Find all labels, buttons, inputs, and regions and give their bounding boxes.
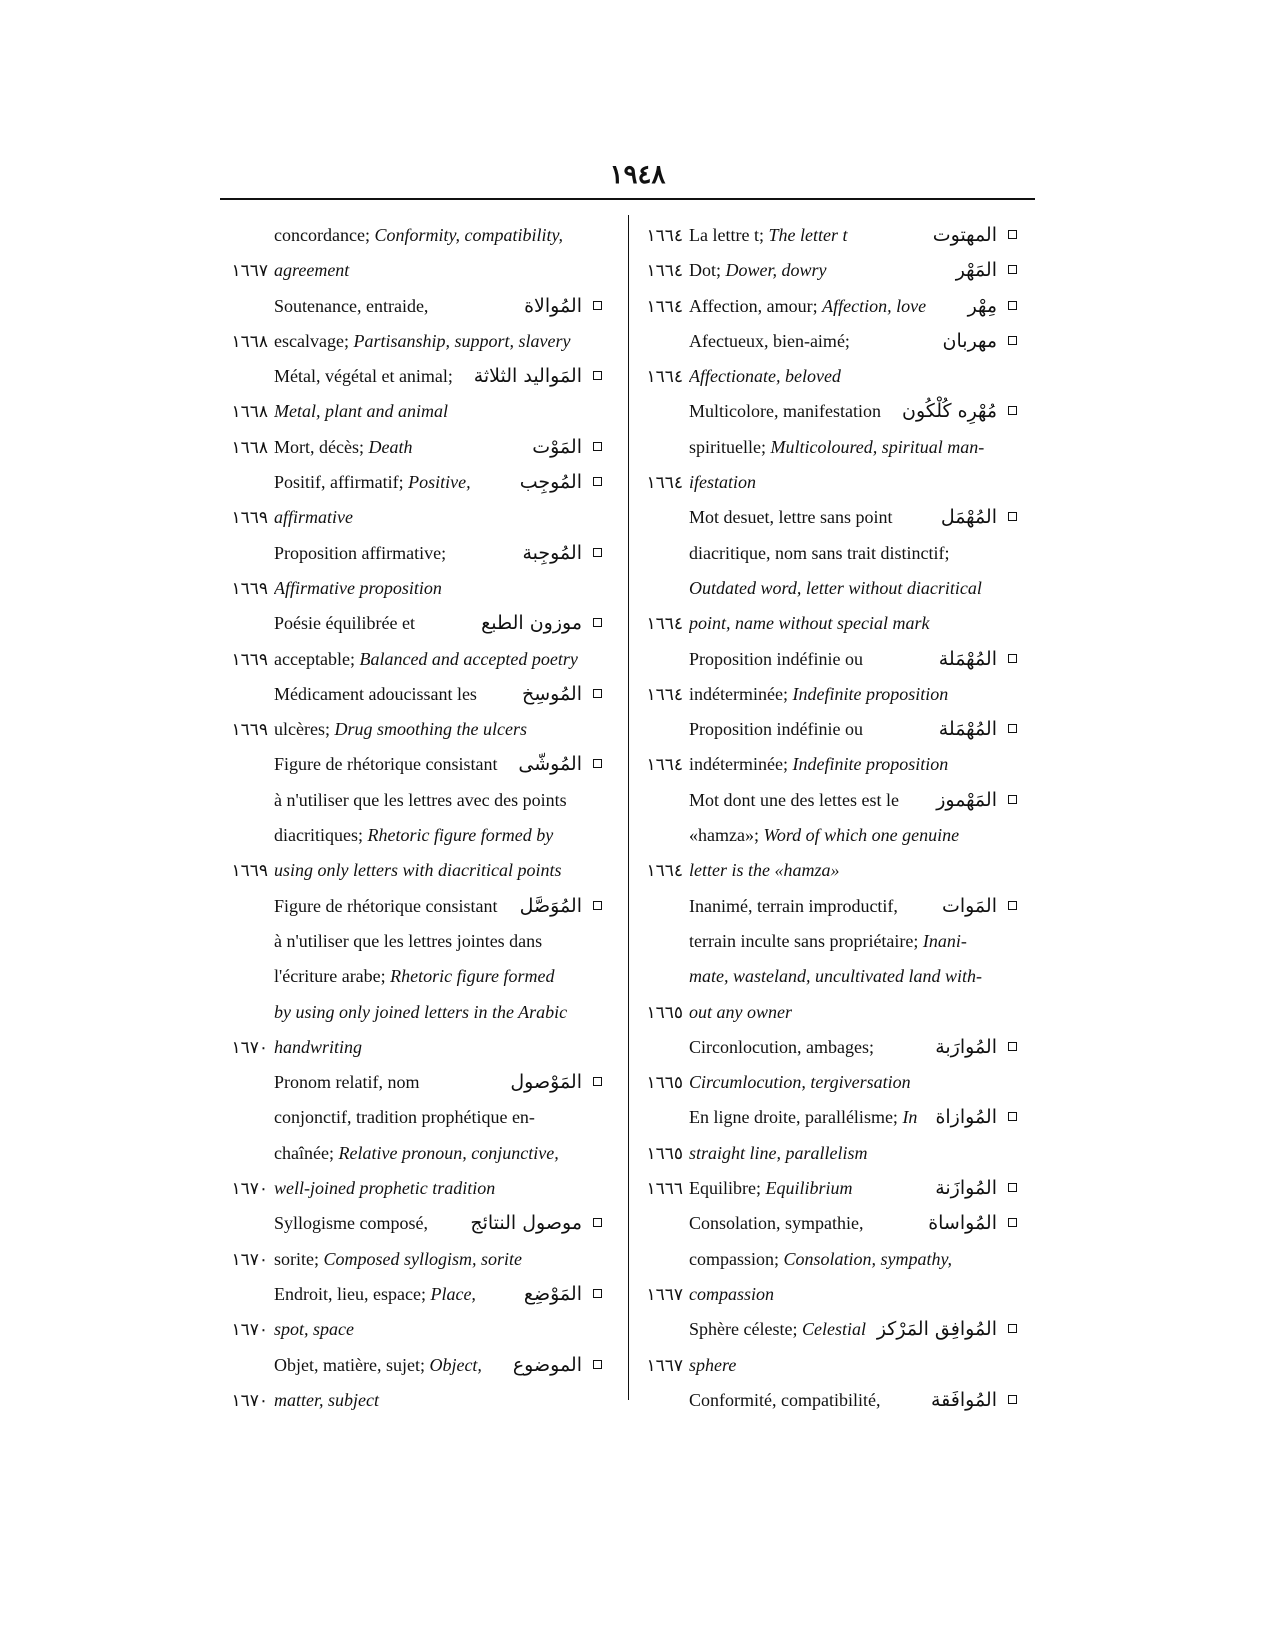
english-gloss: The letter t [768, 225, 848, 245]
french-gloss: Proposition indéfinie ou [689, 719, 863, 740]
entry-definition [274, 218, 620, 253]
entry-page-ref: ١٦٦٨ [231, 402, 268, 422]
entry-line [222, 1136, 620, 1171]
french-gloss: Positif, affirmatif; [274, 472, 409, 493]
entry-line [222, 924, 620, 959]
entry-line [637, 818, 1035, 853]
french-gloss: Dot; [689, 260, 726, 281]
arabic-headword: موزون الطبع [477, 606, 582, 641]
entry-line [637, 853, 1035, 888]
entry-definition [689, 1277, 1035, 1312]
entry-page-ref: ١٦٧٠ [231, 1390, 268, 1410]
english-gloss: Affectionate, beloved [689, 366, 841, 387]
entry-definition [689, 1242, 1035, 1277]
entry-definition [274, 642, 620, 677]
entry-square-bullet-icon [1008, 1042, 1017, 1051]
french-gloss: indéterminée; [689, 683, 793, 704]
english-gloss: handwriting [274, 1036, 363, 1057]
entry-page-ref: ١٦٦٩ [231, 578, 268, 598]
entry-definition [689, 677, 1035, 712]
english-gloss: Equilibrium [765, 1178, 853, 1199]
entry-page-ref: ١٦٧٠ [231, 1179, 268, 1199]
english-gloss: compassion [689, 1283, 774, 1304]
english-gloss: In [902, 1107, 918, 1128]
entry-definition [274, 253, 620, 288]
french-gloss: spirituelle; [689, 436, 771, 457]
arabic-headword: المُوجِبة [518, 536, 582, 571]
entry-square-bullet-icon [593, 1218, 602, 1227]
entry-line [637, 1348, 1035, 1383]
entry-definition [274, 924, 620, 959]
entry-page-ref: ١٦٦٤ [646, 755, 683, 775]
entry-line [222, 783, 620, 818]
entry-square-bullet-icon [593, 689, 602, 698]
entry-definition [274, 1171, 620, 1206]
entry-page-ref: ١٦٦٥ [646, 1002, 683, 1022]
entry-line [637, 500, 1035, 535]
french-gloss: indéterminée; [689, 754, 793, 775]
english-gloss: Consolation, sympathy, [783, 1248, 953, 1269]
french-gloss: à n'utiliser que les lettres jointes dans [274, 930, 543, 951]
english-gloss: Balanced and accepted poetry [359, 648, 578, 669]
entry-definition [689, 818, 1035, 853]
arabic-headword: المُوازاة [931, 1100, 997, 1135]
french-gloss: escalvage; [274, 330, 354, 351]
entry-line [637, 1065, 1035, 1100]
arabic-headword: المُوجِب [516, 465, 582, 500]
entry-line [637, 1383, 1035, 1418]
entry-line [637, 1206, 1035, 1241]
arabic-headword: المُوازَنة [931, 1171, 997, 1206]
entry-line [222, 959, 620, 994]
entry-line [222, 606, 620, 641]
entry-definition [274, 1136, 620, 1171]
french-gloss: Médicament adoucissant les [274, 683, 477, 704]
english-gloss: Composed syllogism, sorite [323, 1248, 523, 1269]
entry-definition [689, 853, 1035, 888]
entry-page-ref: ١٦٦٩ [231, 508, 268, 528]
entry-line [222, 1100, 620, 1135]
english-gloss: straight line, parallelism [689, 1142, 868, 1163]
entry-page-ref: ١٦٦٤ [646, 261, 683, 281]
entry-line [222, 677, 620, 712]
entry-definition [274, 500, 620, 535]
english-gloss: Death [368, 436, 413, 457]
english-gloss: Relative pronoun, conjunctive, [338, 1142, 559, 1163]
english-gloss: Object, [429, 1354, 482, 1375]
entry-line [637, 1171, 1035, 1206]
french-gloss: La lettre t; [689, 225, 769, 245]
english-gloss: well-joined prophetic tradition [274, 1178, 496, 1199]
french-gloss: Mort, décès; [274, 436, 369, 457]
entry-definition [274, 324, 620, 359]
entry-line [222, 1030, 620, 1065]
english-gloss: mate, wasteland, uncultivated land with- [689, 966, 982, 987]
entry-definition [689, 995, 1035, 1030]
entry-square-bullet-icon [593, 1077, 602, 1086]
english-gloss: Indefinite proposition [792, 754, 949, 775]
entry-square-bullet-icon [593, 901, 602, 910]
french-gloss: Equilibre; [689, 1178, 766, 1199]
french-gloss: Pronom relatif, nom [274, 1072, 420, 1093]
header-rule [220, 198, 1035, 200]
entry-definition [689, 465, 1035, 500]
entry-line [637, 1242, 1035, 1277]
entry-square-bullet-icon [593, 477, 602, 486]
entry-definition [689, 1065, 1035, 1100]
column-divider [628, 215, 629, 1400]
entry-page-ref: ١٦٧٠ [231, 1037, 268, 1057]
french-gloss: «hamza»; [689, 825, 764, 846]
entry-page-ref: ١٦٦٥ [646, 1143, 683, 1163]
entry-line [637, 677, 1035, 712]
english-gloss: Place, [430, 1283, 476, 1304]
english-gloss: matter, subject [274, 1389, 379, 1410]
entry-definition [274, 783, 620, 818]
entry-square-bullet-icon [1008, 336, 1017, 345]
french-gloss: Circonlocution, ambages; [689, 1036, 874, 1057]
entry-page-ref: ١٦٦٤ [646, 296, 683, 316]
english-gloss: by using only joined letters in the Arabic [274, 1001, 568, 1022]
french-gloss: Proposition affirmative; [274, 542, 447, 563]
entry-line [222, 1383, 620, 1418]
french-gloss: terrain inculte sans propriétaire; [689, 930, 923, 951]
entry-line [637, 1277, 1035, 1312]
entry-line [637, 1312, 1035, 1347]
entry-square-bullet-icon [593, 1289, 602, 1298]
entry-definition [274, 853, 620, 888]
entry-line [637, 571, 1035, 606]
english-gloss: Affection, love [822, 295, 927, 316]
arabic-headword: المُوافَقة [927, 1383, 997, 1418]
entry-definition [274, 712, 620, 747]
entry-line [222, 465, 620, 500]
entry-line [637, 359, 1035, 394]
entry-line [637, 747, 1035, 782]
french-gloss: Poésie équilibrée et [274, 613, 415, 634]
english-gloss: Conformity, compatibility, [374, 225, 563, 245]
entry-line [637, 218, 1035, 253]
arabic-headword: المهتوت [929, 218, 997, 253]
entry-page-ref: ١٦٦٩ [231, 720, 268, 740]
arabic-headword: المُوشّى [514, 747, 582, 782]
entry-page-ref: ١٦٦٧ [231, 261, 268, 281]
arabic-headword: المَهْموز [932, 783, 997, 818]
french-gloss: Métal, végétal et animal; [274, 366, 453, 387]
entry-page-ref: ١٦٦٥ [646, 1073, 683, 1093]
entry-page-ref: ١٦٧٠ [231, 1249, 268, 1269]
entry-page-ref: ١٦٦٨ [231, 437, 268, 457]
left-column [222, 218, 620, 1418]
right-column [637, 218, 1035, 1418]
entry-line [222, 747, 620, 782]
entry-line [222, 394, 620, 429]
entry-page-ref: ١٦٦٤ [646, 614, 683, 634]
entry-square-bullet-icon [1008, 1395, 1017, 1404]
entry-line [222, 1206, 620, 1241]
entry-line [222, 218, 620, 253]
english-gloss: Affirmative proposition [274, 577, 442, 598]
entry-definition [274, 394, 620, 429]
entry-page-ref: ١٦٦٧ [646, 1355, 683, 1375]
entry-square-bullet-icon [1008, 795, 1017, 804]
arabic-headword: المُوسِخ [518, 677, 582, 712]
entry-definition [689, 747, 1035, 782]
french-gloss: Afectueux, bien-aimé; [689, 330, 850, 351]
french-gloss: diacritique, nom sans trait distinctif; [689, 542, 950, 563]
entry-line [222, 1277, 620, 1312]
french-gloss: Consolation, sympathie, [689, 1213, 864, 1234]
entry-line [222, 818, 620, 853]
entry-line [637, 430, 1035, 465]
english-gloss: Circumlocution, tergiversation [689, 1072, 911, 1093]
entry-page-ref: ١٦٦٧ [646, 1284, 683, 1304]
entry-square-bullet-icon [1008, 1218, 1017, 1227]
entry-square-bullet-icon [1008, 406, 1017, 415]
entry-square-bullet-icon [1008, 654, 1017, 663]
entry-line [637, 1136, 1035, 1171]
arabic-headword: المُهْمَلة [935, 642, 997, 677]
entry-square-bullet-icon [593, 548, 602, 557]
french-gloss: sorite; [274, 1248, 324, 1269]
entry-line [637, 536, 1035, 571]
entry-definition [689, 359, 1035, 394]
entry-square-bullet-icon [1008, 901, 1017, 910]
english-gloss: Inani- [922, 930, 967, 951]
entry-definition [689, 571, 1035, 606]
french-gloss: Figure de rhétorique consistant [274, 895, 498, 916]
arabic-headword: مِهْر [964, 289, 997, 324]
entry-square-bullet-icon [593, 301, 602, 310]
french-gloss: concordance; [274, 225, 375, 245]
page-number: ١٩٤٨ [609, 160, 666, 189]
entry-page-ref: ١٦٦٦ [646, 1179, 683, 1199]
entry-square-bullet-icon [593, 618, 602, 627]
entry-line [222, 324, 620, 359]
entry-line [222, 889, 620, 924]
entry-line [222, 253, 620, 288]
entry-line [637, 465, 1035, 500]
english-gloss: Celestial [801, 1319, 866, 1340]
entry-square-bullet-icon [1008, 230, 1017, 239]
entry-definition [689, 1348, 1035, 1383]
french-gloss: compassion; [689, 1248, 784, 1269]
english-gloss: letter is the «hamza» [689, 860, 840, 881]
entry-definition [274, 995, 620, 1030]
entry-square-bullet-icon [593, 759, 602, 768]
french-gloss: chaînée; [274, 1142, 339, 1163]
entry-line [222, 536, 620, 571]
entry-line [222, 1348, 620, 1383]
arabic-headword: المَهْر [952, 253, 997, 288]
entry-line [637, 394, 1035, 429]
arabic-headword: مهربان [939, 324, 997, 359]
french-gloss: à n'utiliser que les lettres avec des points [274, 789, 567, 810]
french-gloss: ulcères; [274, 719, 335, 740]
entry-line [637, 712, 1035, 747]
french-gloss: l'écriture arabe; [274, 966, 391, 987]
french-gloss: Endroit, lieu, espace; [274, 1283, 431, 1304]
french-gloss: Soutenance, entraide, [274, 295, 429, 316]
entry-line [637, 289, 1035, 324]
entry-line [637, 253, 1035, 288]
entry-square-bullet-icon [1008, 512, 1017, 521]
entry-definition [274, 1312, 620, 1347]
french-gloss: Mot desuet, lettre sans point [689, 507, 893, 528]
english-gloss: agreement [274, 260, 350, 281]
english-gloss: Indefinite proposition [792, 683, 949, 704]
arabic-headword: المَوْصول [506, 1065, 582, 1100]
entry-definition [274, 1100, 620, 1135]
entry-line [222, 571, 620, 606]
entry-definition [689, 1136, 1035, 1171]
english-gloss: point, name without special mark [689, 613, 930, 634]
entry-square-bullet-icon [1008, 301, 1017, 310]
entry-square-bullet-icon [593, 371, 602, 380]
french-gloss: Mot dont une des lettes est le [689, 789, 899, 810]
arabic-headword: المَوات [938, 889, 997, 924]
entry-page-ref: ١٦٦٩ [231, 649, 268, 669]
english-gloss: Partisanship, support, slavery [353, 330, 571, 351]
entry-line [637, 1100, 1035, 1135]
entry-line [637, 924, 1035, 959]
entry-definition [689, 536, 1035, 571]
entry-line [637, 889, 1035, 924]
arabic-headword: المُواساة [924, 1206, 997, 1241]
arabic-headword: مُهْرِه كُلْكُون [898, 394, 997, 429]
entry-square-bullet-icon [1008, 1112, 1017, 1121]
entry-line [637, 783, 1035, 818]
arabic-headword: المُوَصَّل [516, 889, 582, 924]
entry-definition [274, 1030, 620, 1065]
entry-square-bullet-icon [593, 1360, 602, 1369]
arabic-headword: المَوْت [528, 430, 582, 465]
entry-page-ref: ١٦٦٨ [231, 331, 268, 351]
entry-line [222, 642, 620, 677]
english-gloss: sphere [689, 1354, 737, 1375]
entry-line [637, 324, 1035, 359]
entry-line [222, 995, 620, 1030]
entry-square-bullet-icon [1008, 265, 1017, 274]
english-gloss: Dower, dowry [725, 260, 827, 281]
entry-line [222, 1242, 620, 1277]
entry-page-ref: ١٦٧٠ [231, 1320, 268, 1340]
entry-line [222, 1312, 620, 1347]
entry-line [637, 1030, 1035, 1065]
entry-definition [689, 959, 1035, 994]
french-gloss: Conformité, compatibilité, [689, 1389, 881, 1410]
entry-definition [689, 924, 1035, 959]
entry-square-bullet-icon [1008, 724, 1017, 733]
entry-page-ref: ١٦٦٩ [231, 861, 268, 881]
arabic-headword: المُوارَبة [931, 1030, 997, 1065]
arabic-headword: المُوافِق المَرْكز [873, 1312, 997, 1347]
french-gloss: Proposition indéfinie ou [689, 648, 863, 669]
english-gloss: affirmative [274, 507, 353, 528]
entry-definition [274, 1242, 620, 1277]
entry-line [222, 500, 620, 535]
arabic-headword: المَوْضِع [520, 1277, 582, 1312]
english-gloss: Word of which one genuine [763, 825, 960, 846]
english-gloss: Outdated word, letter without diacritical [689, 577, 982, 598]
english-gloss: Rhetoric figure formed [390, 966, 555, 987]
entry-line [222, 712, 620, 747]
english-gloss: spot, space [274, 1319, 354, 1340]
entry-page-ref: ١٦٦٤ [646, 226, 683, 245]
french-gloss: Multicolore, manifestation [689, 401, 881, 422]
french-gloss: Inanimé, terrain improductif, [689, 895, 898, 916]
french-gloss: Figure de rhétorique consistant [274, 754, 498, 775]
arabic-headword: المَواليد الثلاثة [470, 359, 582, 394]
english-gloss: Positive, [408, 472, 471, 493]
french-gloss: diacritiques; [274, 825, 368, 846]
entry-line [222, 430, 620, 465]
english-gloss: out any owner [689, 1001, 792, 1022]
french-gloss: Affection, amour; [689, 295, 823, 316]
entry-line [637, 995, 1035, 1030]
entry-line [222, 1065, 620, 1100]
entry-line [637, 606, 1035, 641]
french-gloss: acceptable; [274, 648, 360, 669]
arabic-headword: المُهْمَلة [935, 712, 997, 747]
french-gloss: Objet, matière, sujet; [274, 1354, 430, 1375]
english-gloss: ifestation [689, 472, 756, 493]
entry-definition [274, 818, 620, 853]
entry-definition [274, 1383, 620, 1418]
english-gloss: Multicoloured, spiritual man- [770, 436, 985, 457]
entry-line [637, 642, 1035, 677]
french-gloss: En ligne droite, parallélisme; [689, 1107, 903, 1128]
english-gloss: Drug smoothing the ulcers [334, 719, 527, 740]
entry-line [222, 289, 620, 324]
entry-page-ref: ١٦٦٤ [646, 684, 683, 704]
entry-square-bullet-icon [593, 442, 602, 451]
entry-square-bullet-icon [1008, 1183, 1017, 1192]
english-gloss: using only letters with diacritical points [274, 860, 562, 881]
entry-line [222, 359, 620, 394]
arabic-headword: موصول النتائج [466, 1206, 582, 1241]
entry-definition [274, 571, 620, 606]
entry-square-bullet-icon [1008, 1324, 1017, 1333]
arabic-headword: المُوالاة [520, 289, 582, 324]
entry-definition [689, 430, 1035, 465]
entry-definition [689, 606, 1035, 641]
entry-line [637, 959, 1035, 994]
entry-page-ref: ١٦٦٤ [646, 367, 683, 387]
english-gloss: Rhetoric figure formed by [367, 825, 554, 846]
french-gloss: conjonctif, tradition prophétique en- [274, 1107, 535, 1128]
entry-line [222, 1171, 620, 1206]
french-gloss: Sphère céleste; [689, 1319, 802, 1340]
french-gloss: Syllogisme composé, [274, 1213, 428, 1234]
english-gloss: Metal, plant and animal [274, 401, 448, 422]
arabic-headword: المُهْمَل [937, 500, 997, 535]
entry-definition [274, 959, 620, 994]
arabic-headword: الموضوع [509, 1348, 582, 1383]
entry-page-ref: ١٦٦٤ [646, 473, 683, 493]
entry-page-ref: ١٦٦٤ [646, 861, 683, 881]
entry-line [222, 853, 620, 888]
